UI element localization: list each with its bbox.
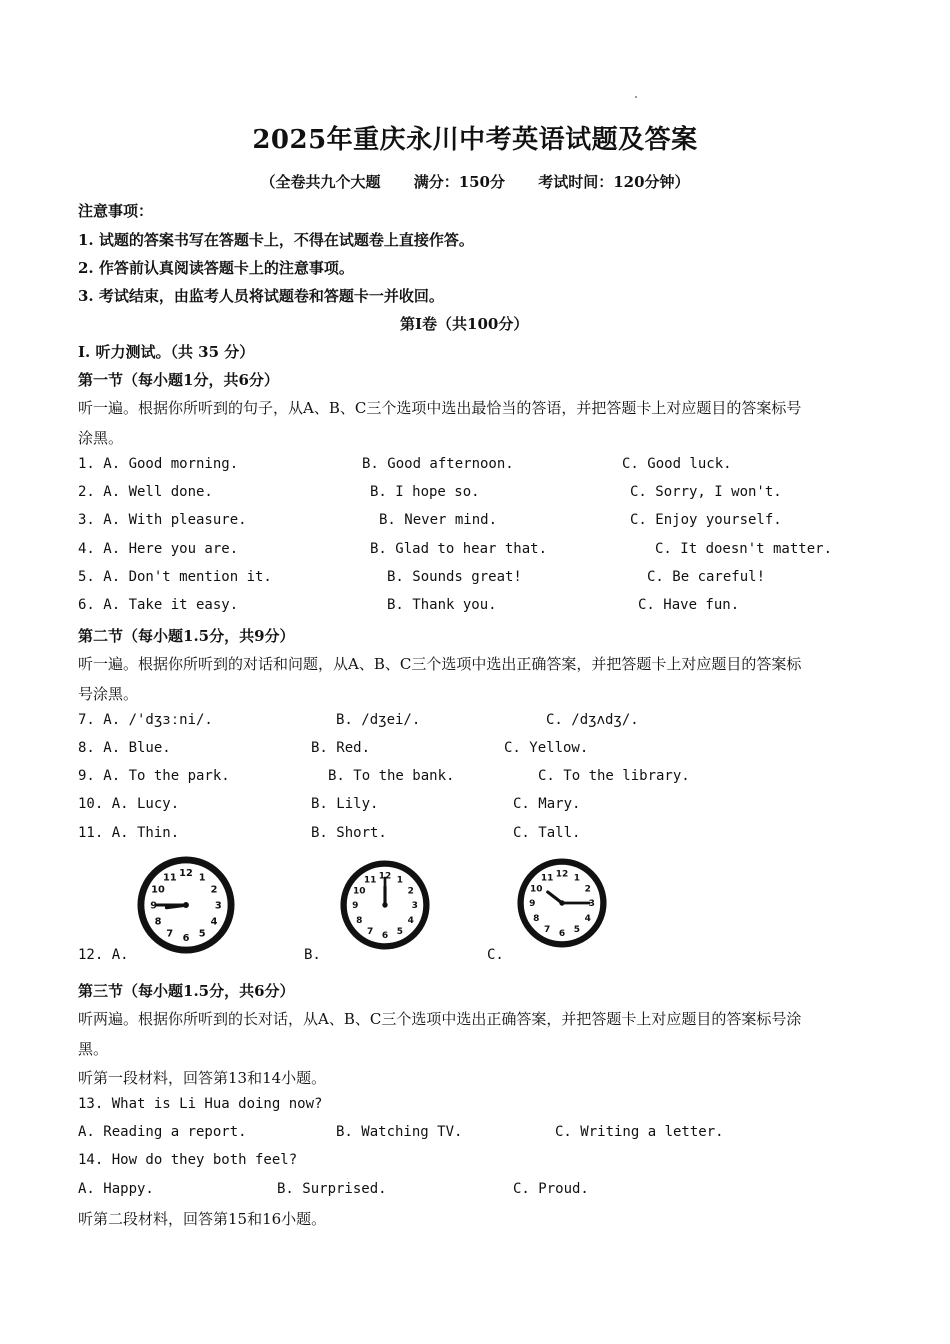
option-b: B. Good afternoon.: [362, 456, 514, 472]
clock-center: [559, 900, 564, 905]
option-c: C. Have fun.: [638, 597, 740, 613]
option-c: C. Sorry, I won't.: [630, 484, 782, 500]
clock-numeral: 5: [573, 924, 580, 935]
clock-numeral: 8: [154, 916, 162, 928]
option-b: B. I hope so.: [370, 484, 480, 500]
clock-numeral: 9: [352, 901, 359, 912]
option-c: C. Be careful!: [647, 569, 766, 585]
section-instruction: 号涂黑。: [78, 685, 139, 703]
option-b: B. Never mind.: [379, 512, 498, 528]
exam-info: [0, 171, 950, 192]
clock-numeral: 11: [163, 872, 177, 884]
section-instruction: 涂黑。: [78, 429, 124, 447]
clock-numeral: 3: [411, 901, 418, 912]
option-c: C. To the library.: [538, 768, 690, 784]
option-b: B. Glad to hear that.: [370, 541, 548, 557]
clock-numeral: 7: [166, 928, 174, 940]
clock-numeral: 10: [353, 886, 366, 897]
clock-numeral: 10: [151, 884, 165, 896]
clock-numeral: 5: [396, 926, 403, 937]
clock-numeral: 11: [363, 875, 377, 886]
option-c: C. It doesn't matter.: [655, 541, 833, 557]
section-instruction: 听两遍。根据你所听到的长对话，从A、B、C三个选项中选出正确答案，并把答题卡上对应题目的答案标号涂: [78, 1010, 802, 1028]
option-b: B. Thank you.: [387, 597, 497, 613]
clock-numeral: 2: [210, 884, 218, 896]
option-b: B. Surprised.: [277, 1181, 387, 1197]
option-c: C. Proud.: [513, 1181, 589, 1197]
clock-numeral: 8: [356, 916, 363, 926]
clock-numeral: 4: [584, 914, 591, 924]
clock-numeral: 3: [588, 899, 595, 910]
clock-numeral: 2: [407, 886, 414, 897]
option-a: 6. A. Take it easy.: [78, 597, 239, 613]
section-instruction: 听一遍。根据你所听到的对话和问题，从A、B、C三个选项中选出正确答案，并把答题卡上对应题目的答案标: [78, 655, 802, 673]
clock-numeral: 4: [210, 916, 218, 928]
option-c: C. Writing a letter.: [555, 1124, 724, 1140]
clock-numeral: 1: [198, 872, 206, 884]
clock-numeral: 12: [378, 871, 392, 882]
clock-numeral: 6: [558, 928, 566, 939]
clock-numeral: 4: [407, 916, 414, 926]
clock-numeral: 8: [533, 914, 540, 924]
option-c: C. Tall.: [513, 825, 581, 841]
clock-numeral: 3: [214, 900, 222, 912]
section-heading: 第二节（每小题1.5分，共9分）: [78, 627, 295, 645]
note-item: 1. 试题的答案书写在答题卡上，不得在试题卷上直接作答。: [78, 231, 474, 249]
clock-numeral: 7: [544, 924, 551, 935]
option-b: B. /dʒei/.: [336, 712, 421, 728]
option-c: C. Good luck.: [622, 456, 732, 472]
clock-numeral: 9: [150, 900, 158, 912]
clock-numeral: 2: [584, 884, 591, 895]
clock-numeral: 1: [396, 875, 403, 886]
option-b: B. Watching TV.: [336, 1124, 463, 1140]
option-c: C. Mary.: [513, 796, 581, 812]
material-instruction: 听第一段材料，回答第13和14小题。: [78, 1069, 327, 1087]
clock-numeral: 10: [530, 884, 543, 895]
question-text: 13. What is Li Hua doing now?: [78, 1096, 323, 1112]
option-b: B. Short.: [311, 825, 387, 841]
clock-numeral: 6: [381, 930, 389, 941]
clock-numeral: 9: [529, 899, 536, 910]
option-c: C. Enjoy yourself.: [630, 512, 782, 528]
option-b: B. Red.: [311, 740, 371, 756]
clock-numeral: 7: [367, 926, 374, 937]
option-a: 9. A. To the park.: [78, 768, 230, 784]
clock-numeral: 5: [198, 928, 206, 940]
clock-numeral: 1: [573, 873, 580, 884]
clock-a-image: [137, 856, 235, 954]
section-heading: 第三节（每小题1.5分，共6分）: [78, 982, 295, 1000]
option-b: B. Lily.: [311, 796, 379, 812]
exam-info-scope: （全卷共九个大题: [260, 173, 381, 191]
section-heading: 第一节（每小题1分，共6分）: [78, 371, 279, 389]
exam-info-time: 考试时间：120分钟）: [538, 173, 690, 191]
option-c: C. Yellow.: [504, 740, 589, 756]
notes-heading: 注意事项：: [78, 202, 154, 220]
clock-numeral: 6: [182, 932, 190, 944]
part-heading: I. 听力测试。（共 35 分）: [78, 343, 255, 361]
option-a: 7. A. /'dʒɜːni/.: [78, 712, 213, 728]
volume-heading: 第I卷（共100分）: [400, 315, 529, 333]
section-instruction: 听一遍。根据你所听到的句子，从A、B、C三个选项中选出最恰当的答语，并把答题卡上对应题目的答案标号: [78, 399, 802, 417]
note-item: 3. 考试结束，由监考人员将试题卷和答题卡一并收回。: [78, 287, 444, 305]
exam-info-score: 满分：150分: [413, 173, 505, 191]
question-text: 14. How do they both feel?: [78, 1152, 298, 1168]
clock-center: [382, 902, 387, 907]
clock-numeral: 11: [540, 873, 554, 884]
clock-numeral: 12: [555, 869, 569, 880]
option-a: A. Happy.: [78, 1181, 154, 1197]
option-c: C.: [487, 947, 504, 963]
clock-b-image: [340, 860, 430, 950]
option-a: 3. A. With pleasure.: [78, 512, 247, 528]
speck: [635, 96, 637, 98]
material-instruction: 听第二段材料，回答第15和16小题。: [78, 1210, 327, 1228]
option-a: 4. A. Here you are.: [78, 541, 239, 557]
page-title: 2025年重庆永川中考英语试题及答案: [252, 125, 698, 155]
note-item: 2. 作答前认真阅读答题卡上的注意事项。: [78, 259, 354, 277]
option-a: 11. A. Thin.: [78, 825, 180, 841]
option-a: 5. A. Don't mention it.: [78, 569, 272, 585]
option-a: 1. A. Good morning.: [78, 456, 239, 472]
clock-center: [183, 902, 189, 908]
option-a: A. Reading a report.: [78, 1124, 247, 1140]
option-a: 8. A. Blue.: [78, 740, 171, 756]
option-a: 2. A. Well done.: [78, 484, 213, 500]
option-b: B. Sounds great!: [387, 569, 522, 585]
clock-c-image: [517, 858, 607, 948]
option-b: B.: [304, 947, 321, 963]
option-a: 12. A.: [78, 947, 129, 963]
clock-numeral: 12: [179, 868, 193, 880]
option-b: B. To the bank.: [328, 768, 455, 784]
option-c: C. /dʒʌdʒ/.: [546, 712, 639, 728]
section-instruction: 黑。: [78, 1040, 109, 1058]
option-a: 10. A. Lucy.: [78, 796, 180, 812]
